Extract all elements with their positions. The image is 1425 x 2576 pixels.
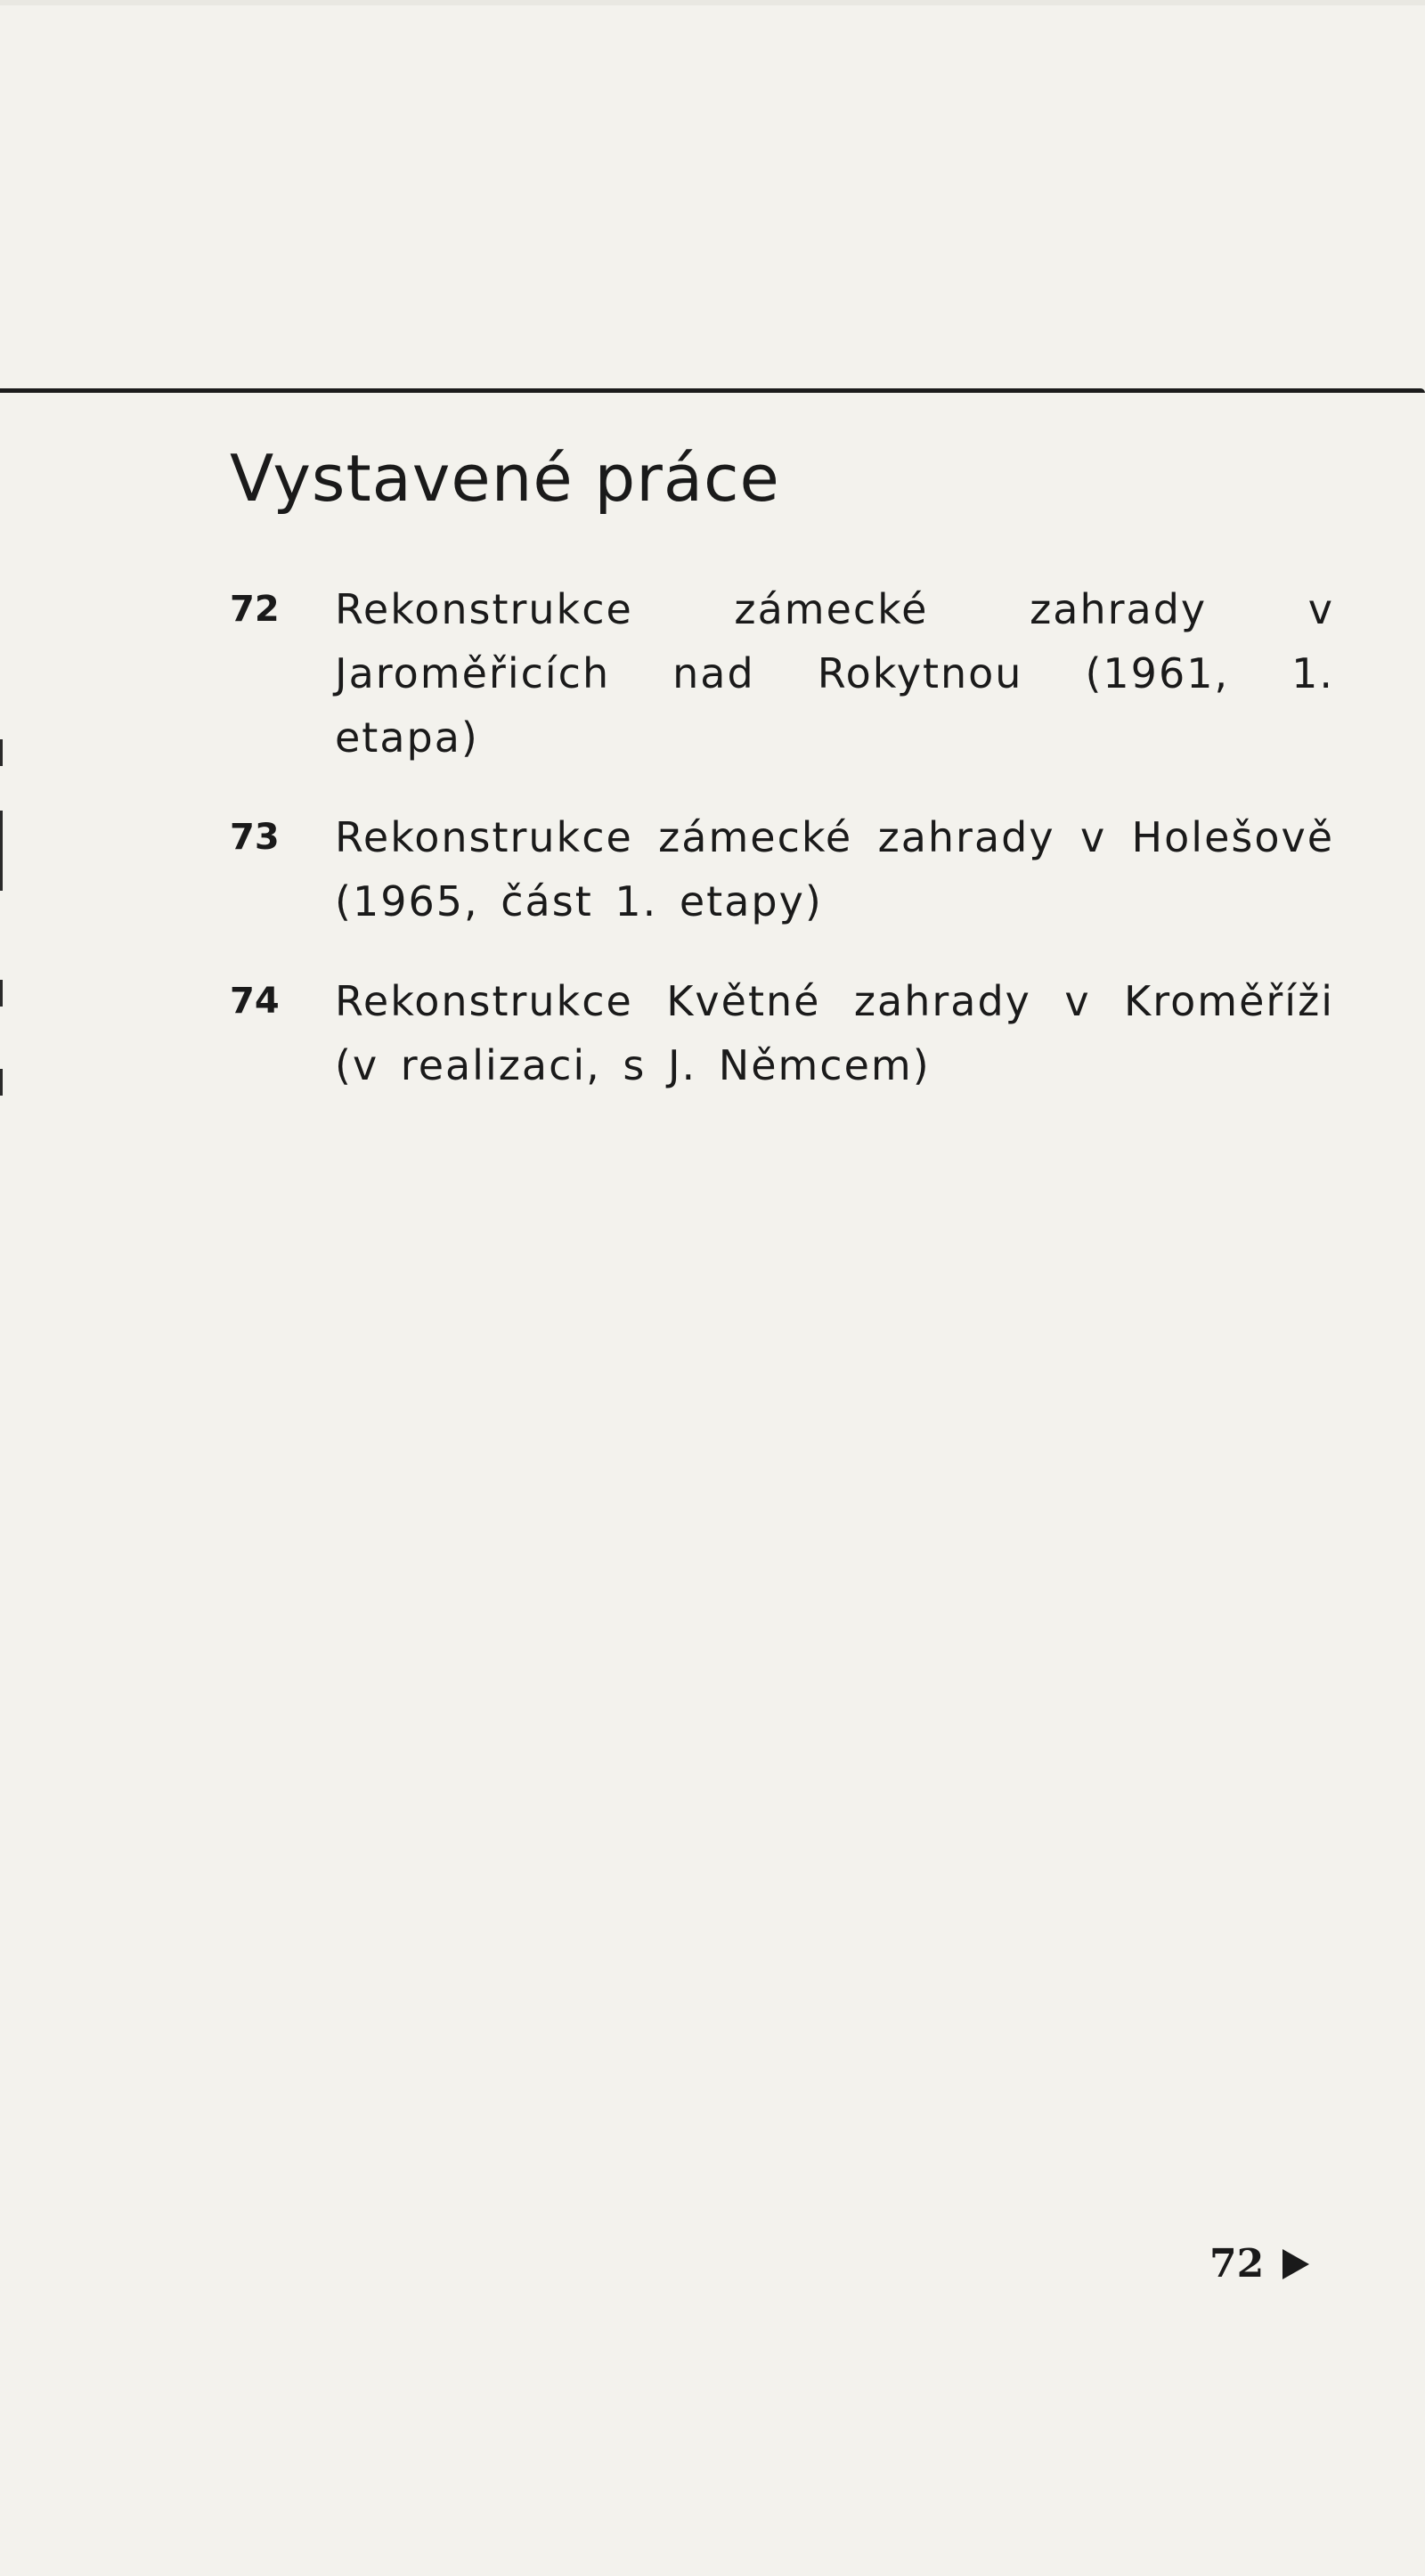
item-number: 74 [230,981,280,1022]
list-item [230,969,1334,1097]
scan-edge-mark [0,980,3,1007]
item-text: Rekonstrukce Květné zahrady v Kroměříži (v realizaci, s J. Němcem) [335,977,1334,1089]
page-number: 72 [1209,2241,1265,2287]
item-number: 72 [230,589,280,630]
scan-edge-mark [0,739,3,766]
works-list [230,577,1334,1133]
scan-edge-mark [0,811,3,891]
scan-edge-mark [0,1069,3,1096]
item-number: 73 [230,817,280,858]
section-heading: Vystavené práce [230,441,780,516]
list-item [230,805,1334,933]
next-arrow-icon [1282,2249,1309,2279]
page-top-edge [0,0,1425,5]
item-text: Rekonstrukce zámecké zahrady v Holešově (1965, část 1. etapy) [335,813,1334,925]
section-rule [0,388,1425,393]
item-text: Rekonstrukce zámecké zahrady v Jaroměřicích nad Rokytnou (1961, 1. etapa) [335,585,1334,762]
list-item [230,577,1334,770]
